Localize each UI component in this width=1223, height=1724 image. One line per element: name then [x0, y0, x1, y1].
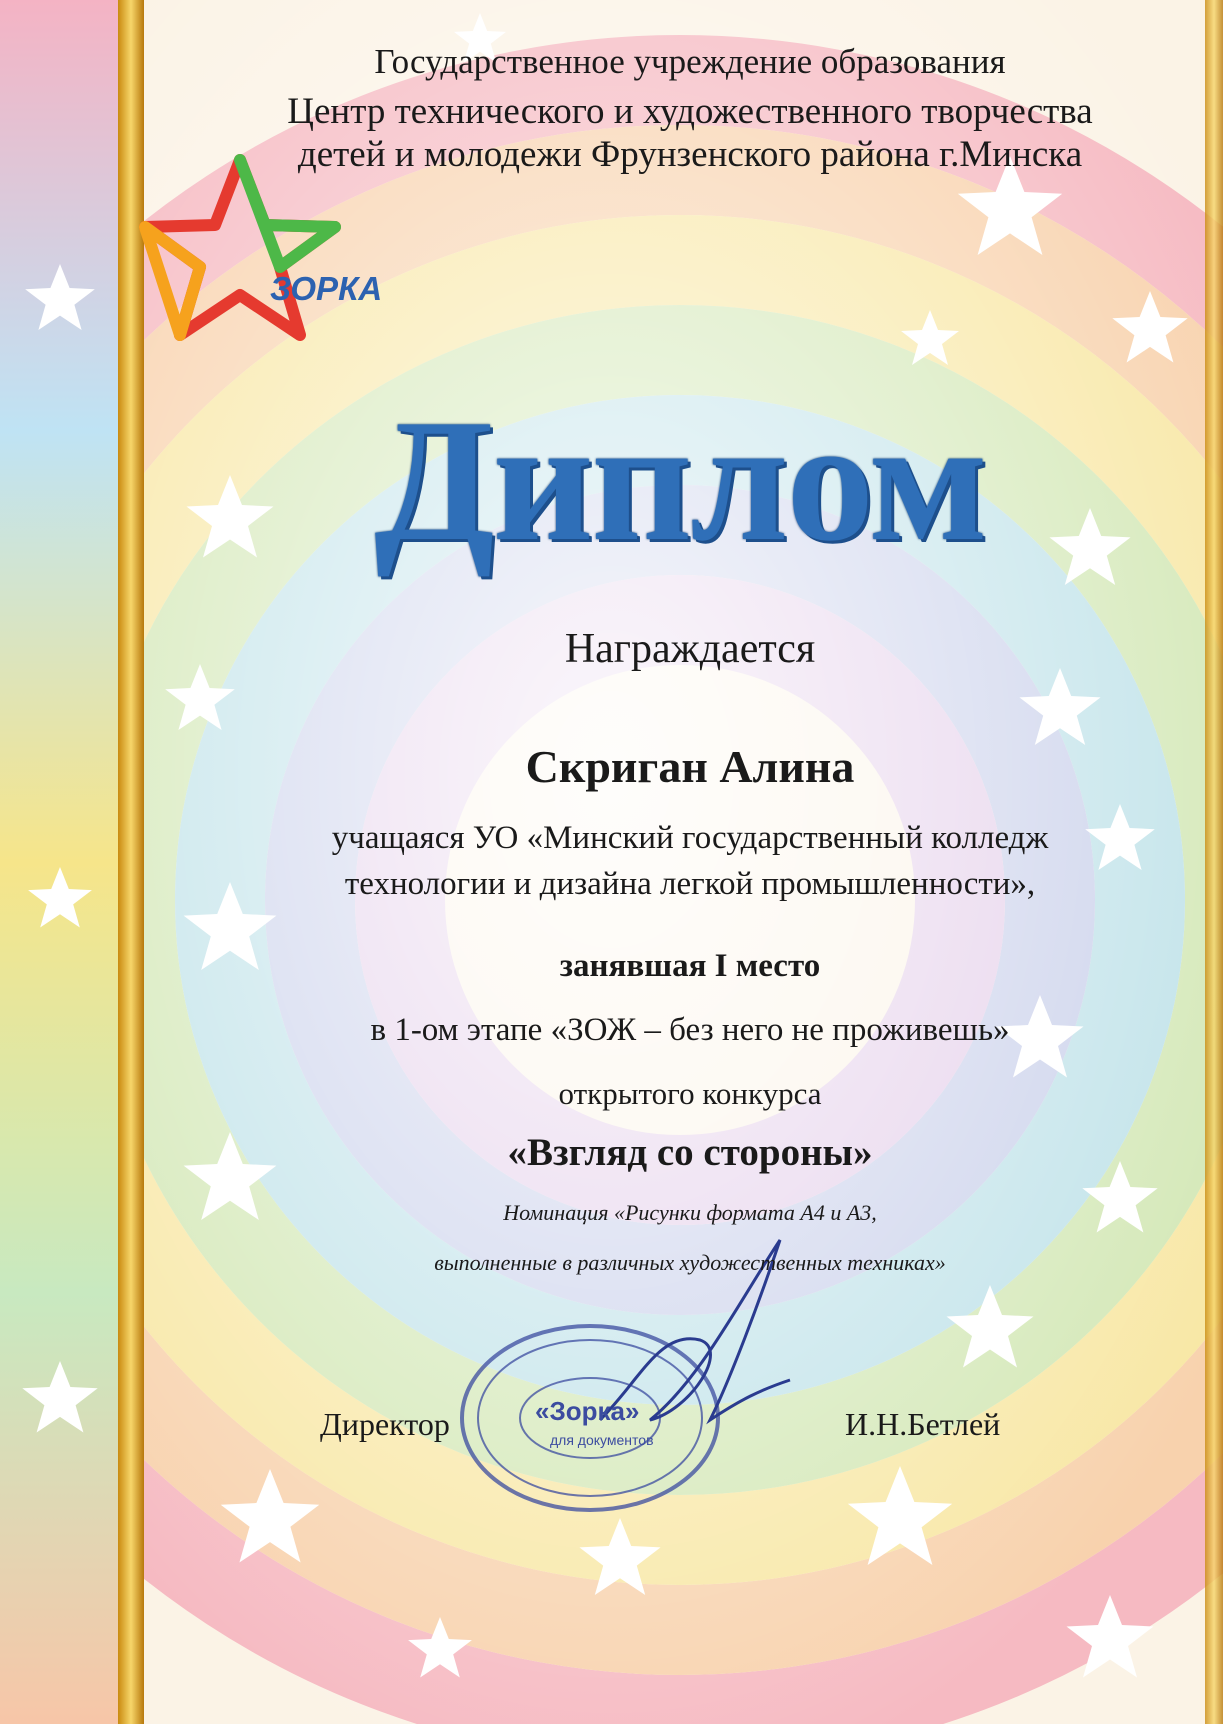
contest-label: открытого конкурса: [558, 1076, 822, 1111]
nomination-line-1: Номинация «Рисунки формата А4 и А3,: [503, 1200, 877, 1225]
stage-text: в 1-ом этапе «ЗОЖ – без него не проживешь»: [370, 1012, 1010, 1048]
contest-name: «Взгляд со стороны»: [507, 1131, 873, 1174]
stamp-center-text: «Зорка»: [535, 1396, 640, 1426]
organization-line-1: Государственное учреждение образования: [374, 42, 1006, 81]
student-info-line-2: технологии и дизайна легкой промышленности»,: [344, 866, 1036, 902]
organization-lines: [160, 90, 1220, 176]
organization-line-3: детей и молодежи Фрунзенского района г.Минска: [297, 134, 1083, 175]
awarded-label: Награждается: [564, 626, 816, 672]
diploma-title: Диплом: [374, 383, 986, 577]
student-info-line-1: учащаяся УО «Минский государственный колледж: [331, 820, 1049, 856]
nomination-line-2: выполненные в различных художественных техниках»: [434, 1250, 946, 1275]
place-text: занявшая I место: [559, 948, 821, 984]
organization-line-2: Центр технического и художественного творчества: [287, 91, 1093, 132]
director-name: И.Н.Бетлей: [845, 1406, 1001, 1442]
recipient-name: Скриган Алина: [525, 741, 855, 792]
logo-text: ЗОРКА: [270, 270, 383, 307]
director-label: Директор: [320, 1406, 450, 1442]
stamp-sub-text: для документов: [550, 1432, 654, 1448]
